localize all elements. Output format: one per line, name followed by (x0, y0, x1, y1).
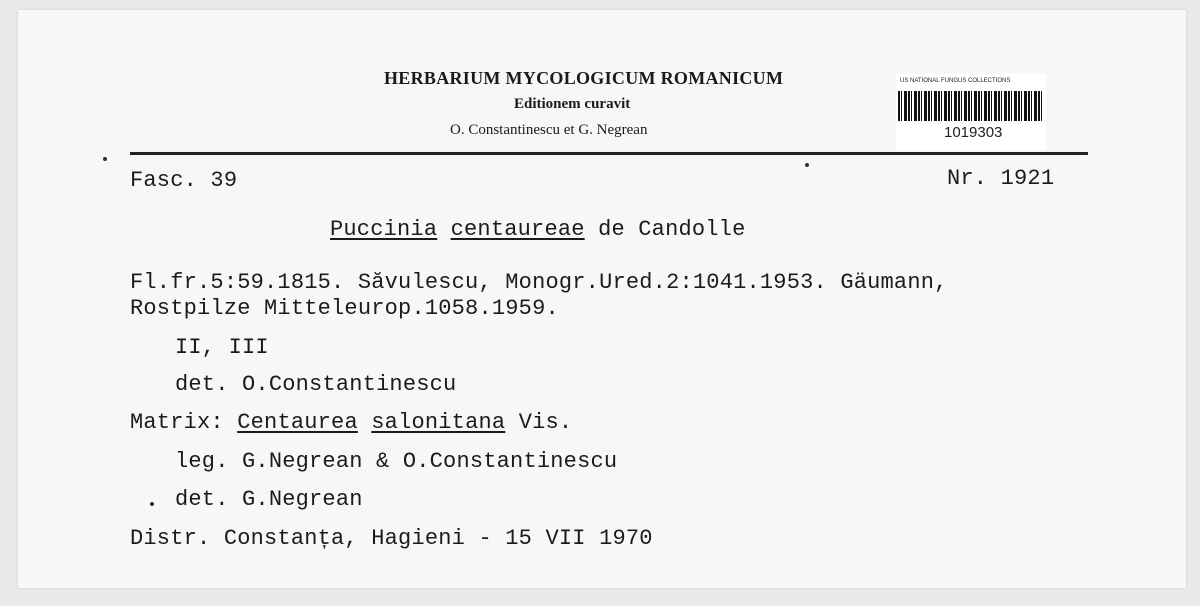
barcode-number: 1019303 (944, 124, 1003, 141)
species-genus: Puccinia (330, 217, 438, 242)
spore-stages: II, III (175, 335, 269, 360)
matrix-label: Matrix: (130, 410, 224, 435)
species-author: de Candolle (598, 217, 746, 242)
herbarium-title: HERBARIUM MYCOLOGICUM ROMANICUM (384, 68, 784, 88)
collectors: leg. G.Negrean & O.Constantinescu (175, 449, 618, 474)
speck (150, 502, 154, 506)
speck (805, 163, 809, 167)
species-name (330, 217, 746, 242)
curators-line: O. Constantinescu et G. Negrean (450, 122, 648, 138)
host-author: Vis. (518, 410, 573, 435)
host-genus: Centaurea (237, 410, 358, 435)
speck (103, 157, 107, 161)
exsiccata-number: Nr. 1921 (947, 166, 1055, 191)
barcode-sticker (896, 74, 1046, 150)
specimen-label (18, 10, 1186, 588)
barcode-icon (898, 91, 1042, 121)
barcode-caption: US NATIONAL FUNGUS COLLECTIONS (900, 78, 1011, 84)
determiner-host: det. G.Negrean (175, 487, 363, 512)
determiner-fungus: det. O.Constantinescu (175, 372, 457, 397)
editor-caption: Editionem curavit (514, 96, 631, 112)
references-line-1: Fl.fr.5:59.1815. Săvulescu, Monogr.Ured.2:1041.1953. Gäumann, (130, 270, 948, 295)
fascicle-number: Fasc. 39 (130, 168, 238, 193)
host-epithet: salonitana (371, 410, 506, 435)
locality-date: Distr. Constanța, Hagieni - 15 VII 1970 (130, 526, 653, 551)
references-line-2: Rostpilze Mitteleurop.1058.1959. (130, 296, 559, 321)
species-epithet: centaureae (450, 217, 585, 242)
matrix-line (130, 410, 572, 435)
header-divider (130, 152, 1088, 155)
